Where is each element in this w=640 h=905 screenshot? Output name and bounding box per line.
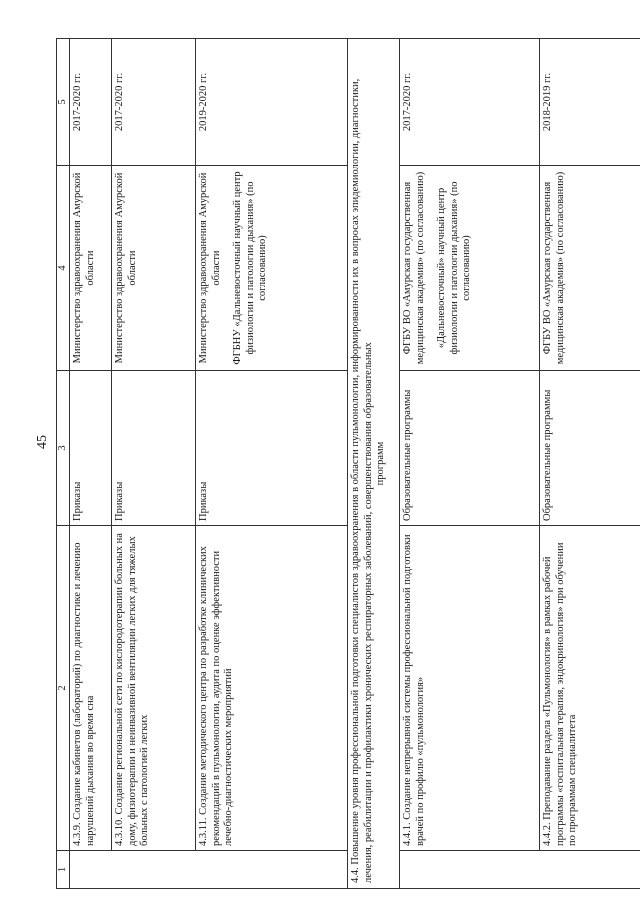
col-header-3: 3	[57, 371, 70, 526]
activity-cell: 4.3.10. Создание региональной сети по кислородотерапии больных на дому, физиотерапии и неинвазивной вентиляции легких для тяжелых больных с патологией легких	[112, 526, 196, 851]
rotated-page	[56, 39, 621, 889]
executor-cell: Министерство здравоохранения Амурской области	[112, 166, 196, 371]
period-cell: 2017-2020 гг.	[400, 39, 540, 166]
activity-cell: 4.4.2. Преподавание раздела «Пульмонология» в рамках рабочей программы «госпитальная терапия, эндокринология» при обучении по программам специалитета	[540, 526, 640, 851]
section-row	[348, 39, 400, 889]
col-header-5: 5	[57, 39, 70, 166]
activity-cell: 4.3.9. Создание кабинетов (лабораторий) по диагностике и лечению нарушений дыхания во время сна	[70, 526, 112, 851]
table-row	[400, 39, 540, 889]
document-cell: Приказы	[70, 371, 112, 526]
number-cell	[400, 851, 640, 889]
executor-center: «Дальневосточный» научный центр физиологии и патологии дыхания» (по согласованию)	[436, 181, 472, 355]
table-row	[540, 39, 640, 889]
col-header-1: 1	[57, 851, 70, 889]
col-header-2: 2	[57, 526, 70, 851]
executor-academy: ФГБУ ВО «Амурская государственная медицинская академия» (по согласованию)	[402, 171, 426, 365]
executor-cell	[196, 166, 348, 371]
activity-cell: 4.3.11. Создание методического центра по разработке клинических рекомендаций в пульмонологии, аудита по оценке эффективности лечебно-диагностических мероприятий	[196, 526, 348, 851]
executor-ministry: Министерство здравоохранения Амурской области	[198, 172, 222, 364]
period-cell: 2018-2019 гг.	[540, 39, 640, 166]
document-cell: Приказы	[112, 371, 196, 526]
document-cell: Образовательные программы	[400, 371, 540, 526]
document-cell: Образовательные программы	[540, 371, 640, 526]
table-row	[112, 39, 196, 889]
executor-cell: Министерство здравоохранения Амурской области	[70, 166, 112, 371]
table-row	[196, 39, 348, 889]
executor-center: ФГБНУ «Дальневосточный научный центр физиологии и патологии дыхания» (по согласованию)	[232, 171, 268, 365]
period-cell: 2017-2020 гг.	[112, 39, 196, 166]
section-heading	[348, 39, 400, 889]
executor-cell	[400, 166, 540, 371]
section-text-end: программ	[375, 441, 387, 486]
table-row	[70, 39, 112, 889]
period-cell: 2019-2020 гг.	[196, 39, 348, 166]
col-header-4: 4	[57, 166, 70, 371]
document-cell: Приказы	[196, 371, 348, 526]
page-number: 45	[35, 435, 50, 449]
period-cell: 2017-2020 гг.	[70, 39, 112, 166]
executor-cell: ФГБУ ВО «Амурская государственная медицинская академия» (по согласованию)	[540, 166, 640, 371]
activity-cell: 4.4.1. Создание непрерывной системы профессиональной подготовки врачей по профилю «пульмонология»	[400, 526, 540, 851]
plan-table	[56, 38, 640, 889]
section-text: 4.4. Повышение уровня профессиональной подготовки специалистов здравоохранения в области пульмонологии, информированности их в вопросах эпидемиологии, диагностики, лечения, реабилитации и профилактики хронических респираторных заболеваний, совершенствования образовательных	[350, 78, 374, 883]
header-row	[57, 39, 70, 889]
number-cell	[70, 851, 348, 889]
